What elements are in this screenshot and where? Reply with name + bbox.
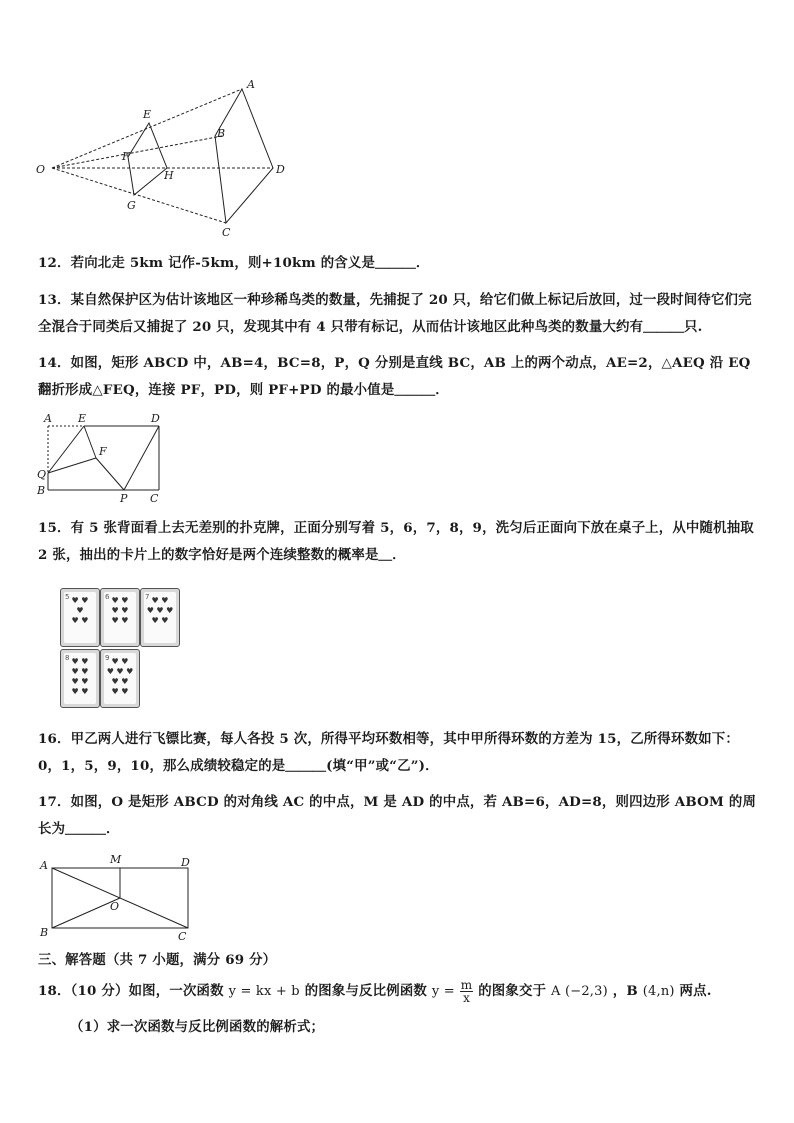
frac-num: m [460, 978, 473, 992]
frac-den: x [463, 991, 471, 1005]
q18-inv-left: y = [431, 984, 455, 999]
card: 9 ♥ ♥ ♥ ♥ ♥ ♥ ♥ ♥ ♥ [100, 649, 140, 708]
card-rank: 8 [65, 654, 70, 662]
card: 8 ♥ ♥ ♥ ♥ ♥ ♥ ♥ ♥ [60, 649, 100, 708]
q18-prefix: 18．（10 分）如图，一次函数 [38, 983, 224, 999]
question-16: 16．甲乙两人进行飞镖比赛，每人各投 5 次，所得平均环数相等，其中甲所得环数的方差为 15，乙所得环数如下：0，1，5，9，10，那么成绩较稳定的是＿＿＿(填“甲”或“乙”)． [38, 731, 739, 774]
q18-fraction [460, 979, 474, 1004]
label-D: D [181, 856, 190, 869]
label-D: D [276, 163, 285, 176]
label-Q: Q [37, 468, 47, 481]
label-B: B [40, 926, 49, 939]
q18-after: 的图象交于 [478, 983, 547, 999]
question-18 [38, 978, 760, 1005]
label-C: C [222, 226, 231, 239]
label-C: C [178, 930, 187, 943]
card-rank: 9 [105, 654, 110, 662]
figure-rectangle-diagonal [36, 852, 196, 944]
q18-mid: 的图象与反比例函数 [304, 983, 428, 999]
question-13: 13．某自然保护区为估计该地区一种珍稀鸟类的数量，先捕捉了 20 只，给它们做上标记后放回，过一段时间待它们完全混合于同类后又捕捉了 20 只，发现其中有 4 只带有标记，从而估计该地区此种鸟类的数量大约有＿＿＿只. [38, 292, 752, 335]
label-F: F [99, 445, 107, 458]
label-A: A [247, 78, 255, 91]
label-O: O [110, 900, 120, 913]
question-18-part-1: （1）求一次函数与反比例函数的解析式； [70, 1019, 325, 1035]
section-3-heading: 三、解答题（共 7 小题，满分 69 分） [38, 952, 277, 968]
label-B: B [37, 484, 46, 497]
label-C: C [150, 492, 159, 505]
label-O: O [36, 163, 46, 176]
label-B: B [217, 127, 226, 140]
label-G: G [127, 199, 136, 212]
card: 6 ♥ ♥ ♥ ♥ ♥ ♥ [100, 588, 140, 647]
label-A: A [44, 412, 52, 425]
figure-homothety [30, 76, 300, 246]
card-rank: 7 [145, 593, 150, 601]
label-E: E [78, 412, 87, 425]
label-E: E [143, 108, 152, 121]
card-rank: 6 [105, 593, 110, 601]
figure-rectangle-fold [34, 410, 169, 505]
label-D: D [151, 412, 160, 425]
question-12: 12．若向北走 5km 记作-5km，则+10km 的含义是＿＿＿． [38, 255, 430, 271]
question-17: 17．如图，O 是矩形 ABCD 的对角线 AC 的中点，M 是 AD 的中点，若 AB=6，AD=8，则四边形 ABOM 的周长为＿＿＿． [38, 794, 757, 837]
q18-point-a: A (−2,3) [551, 984, 608, 999]
label-A: A [40, 859, 48, 872]
label-M: M [110, 853, 122, 866]
card: 5 ♥ ♥ ♥ ♥ ♥ [60, 588, 100, 647]
playing-cards [58, 586, 182, 710]
q18-end: 两点. [679, 983, 712, 999]
q18-point-b: (4,n) [642, 984, 675, 999]
card: 7 ♥ ♥ ♥ ♥ ♥ ♥ ♥ [140, 588, 180, 647]
label-F: F [122, 150, 130, 163]
question-15: 15．有 5 张背面看上去无差别的扑克牌，正面分别写着 5，6，7，8，9，洗匀后正面向下放在桌子上，从中随机抽取 2 张，抽出的卡片上的数字恰好是两个连续整数的概率是＿． [38, 520, 754, 563]
label-H: H [164, 169, 174, 182]
card-rank: 5 [65, 593, 70, 601]
q18-linear: y = kx + b [228, 984, 300, 999]
q18-comma: ，B [612, 983, 638, 999]
question-14: 14．如图，矩形 ABCD 中，AB=4，BC=8，P，Q 分别是直线 BC，AB 上的两个动点，AE=2，△AEQ 沿 EQ 翻折形成△FEQ，连接 PF，PD，则 PF+PD 的最小值是＿＿＿． [38, 355, 751, 398]
label-P: P [120, 492, 128, 505]
